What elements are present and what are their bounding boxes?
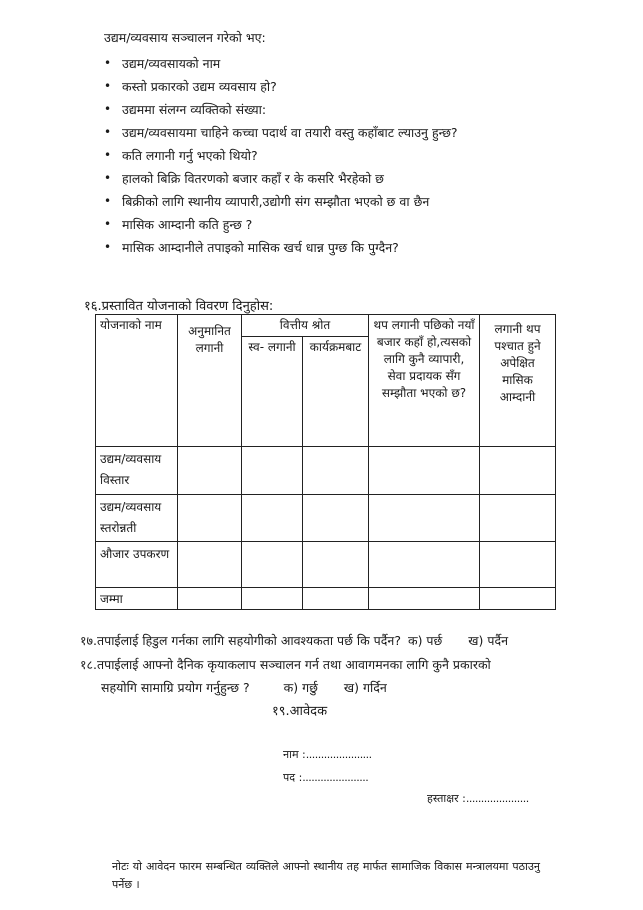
bullet-icon: • xyxy=(104,102,112,116)
list-item xyxy=(104,236,624,259)
bullet-icon: • xyxy=(104,125,112,139)
name-label: नाम : xyxy=(283,748,306,761)
name-dots: ...................... xyxy=(305,748,372,761)
input-cell[interactable] xyxy=(303,588,369,610)
header-self-investment: स्व- लगानी xyxy=(242,337,303,447)
input-cell[interactable] xyxy=(303,542,369,588)
list-item xyxy=(104,213,624,236)
table-row xyxy=(96,542,556,588)
header-from-program: कार्यक्रमबाट xyxy=(303,337,369,447)
input-cell[interactable] xyxy=(178,588,242,610)
section-18-question-line-1: १८.तपाईलाई आफ्नो दैनिक कृयाकलाप सञ्चालन गर्न तथा आवागमनका लागि कुनै प्रकारको xyxy=(80,657,491,672)
list-item-text: मासिक आम्दानी कति हुन्छ ? xyxy=(122,217,253,232)
bullet-icon: • xyxy=(104,171,112,185)
input-cell[interactable] xyxy=(242,588,303,610)
list-item-text: कस्तो प्रकारको उद्यम व्यवसाय हो? xyxy=(122,79,277,94)
post-dots: ...................... xyxy=(302,771,369,784)
header-new-market: थप लगानी पछिको नयाँ बजार कहाँ हो,त्यसको लागि कुनै व्यापारी, सेवा प्रदायक सँग सम्झौता भएको छ? xyxy=(369,315,480,447)
input-cell[interactable] xyxy=(480,542,556,588)
row-label: उद्यम/व्यवसाय विस्तार xyxy=(96,447,178,495)
question-text: १७.तपाईलाई हिडुल गर्नका लागि सहयोगीको आवश्यकता पर्छ कि पर्दैन? xyxy=(80,633,401,648)
bullet-icon: • xyxy=(104,194,112,208)
input-cell[interactable] xyxy=(303,495,369,542)
table-row xyxy=(96,588,556,610)
list-item-text: उद्यम/व्यवसायमा चाहिने कच्चा पदार्थ वा तयारी वस्तु कहाँबाट ल्याउनु हुन्छ? xyxy=(122,125,458,140)
input-cell[interactable] xyxy=(242,447,303,495)
input-cell[interactable] xyxy=(369,588,480,610)
section-15-heading: उद्यम/व्यवसाय सञ्चालन गरेको भए: xyxy=(104,30,266,45)
section-16-title: १६.प्रस्तावित योजनाको विवरण दिनुहोस: xyxy=(84,299,274,314)
list-item-text: उद्यम/व्यवसायको नाम xyxy=(122,56,221,71)
post-label: पद : xyxy=(283,771,303,784)
input-cell[interactable] xyxy=(369,447,480,495)
input-cell[interactable] xyxy=(480,447,556,495)
applicant-name-field[interactable] xyxy=(283,747,372,762)
input-cell[interactable] xyxy=(369,542,480,588)
bullet-icon: • xyxy=(104,217,112,231)
signature-dots: ..................... xyxy=(465,792,529,805)
input-cell[interactable] xyxy=(178,495,242,542)
table-row xyxy=(96,447,556,495)
section-19-title: १९.आवेदक xyxy=(272,704,328,719)
row-label-total: जम्मा xyxy=(96,588,178,610)
option-needed[interactable]: क) पर्छ xyxy=(407,633,443,648)
bullet-icon: • xyxy=(104,79,112,93)
input-cell[interactable] xyxy=(242,542,303,588)
section-18-question-line-2 xyxy=(101,679,387,696)
bullet-icon: • xyxy=(104,240,112,254)
signature-label: हस्ताक्षर : xyxy=(427,792,466,805)
question-text: सहयोगि सामाग्रि प्रयोग गर्नुहुन्छ ? xyxy=(101,680,250,695)
plan-details-table xyxy=(95,314,556,610)
header-plan-name: योजनाको नाम xyxy=(96,315,178,447)
input-cell[interactable] xyxy=(242,495,303,542)
header-estimated-investment: अनुमानित लगानी xyxy=(178,315,242,447)
list-item-text: बिक्रीको लागि स्थानीय व्यापारी,उद्योगी संग सम्झौता भएको छ वा छैन xyxy=(122,194,430,209)
applicant-post-field[interactable] xyxy=(283,770,368,785)
option-do-not-use[interactable]: ख) गर्दिन xyxy=(343,680,387,695)
option-use[interactable]: क) गर्छु xyxy=(283,680,318,695)
header-financial-source: वित्तीय श्रोत xyxy=(242,315,369,337)
list-item xyxy=(104,190,624,213)
list-item xyxy=(104,121,624,144)
input-cell[interactable] xyxy=(178,447,242,495)
list-item xyxy=(104,98,624,121)
input-cell[interactable] xyxy=(369,495,480,542)
list-item xyxy=(104,144,624,167)
list-item-text: मासिक आम्दानीले तपाइको मासिक खर्च धान्न पुग्छ कि पुग्दैन? xyxy=(122,240,399,255)
section-17-question xyxy=(80,632,508,649)
signature-field[interactable] xyxy=(427,791,529,806)
table-row xyxy=(96,495,556,542)
bullet-icon: • xyxy=(104,148,112,162)
list-item xyxy=(104,52,624,75)
list-item xyxy=(104,75,624,98)
list-item-text: उद्यममा संलग्न व्यक्तिको संख्या: xyxy=(122,102,267,117)
list-item xyxy=(104,167,624,190)
input-cell[interactable] xyxy=(480,495,556,542)
business-question-list xyxy=(104,52,624,259)
row-label: औजार उपकरण xyxy=(96,542,178,588)
list-item-text: कति लगानी गर्नु भएको थियो? xyxy=(122,148,258,163)
header-expected-income: लगानी थप पश्चात हुने अपेक्षित मासिक आम्दानी xyxy=(480,315,556,447)
footer-note: नोटः यो आवेदन फारम सम्बन्धित व्यक्तिले आफ्नो स्थानीय तह मार्फत सामाजिक विकास मन्त्रालयमा पठाउनु पर्नेछ । xyxy=(112,860,540,891)
input-cell[interactable] xyxy=(480,588,556,610)
option-not-needed[interactable]: ख) पर्दैन xyxy=(468,633,509,648)
row-label: उद्यम/व्यवसाय स्तरोन्नती xyxy=(96,495,178,542)
input-cell[interactable] xyxy=(303,447,369,495)
list-item-text: हालको बिक्रि वितरणको बजार कहाँ र के कसरि भैरहेको छ xyxy=(122,171,384,186)
bullet-icon: • xyxy=(104,56,112,70)
input-cell[interactable] xyxy=(178,542,242,588)
